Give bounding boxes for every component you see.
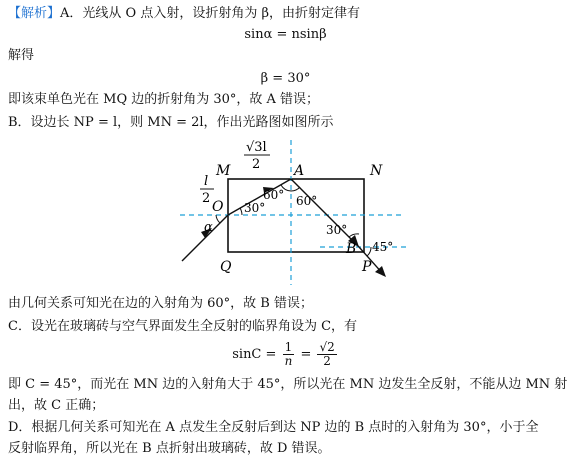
label-A: A bbox=[294, 163, 305, 179]
angle-alpha: α bbox=[204, 220, 213, 235]
angle-45-B: 45° bbox=[372, 240, 394, 254]
line-6: B．设边长 NP = l，则 MN = 2l，作出光路图如图所示 bbox=[8, 115, 334, 130]
line-5: 即该束单色光在 MQ 边的折射角为 30°，故 A 错误； bbox=[8, 92, 320, 107]
eq3-fraction-2 bbox=[317, 341, 336, 368]
line-11: 出，故 C 正确； bbox=[8, 398, 105, 413]
eq3-num-1: 1 bbox=[283, 341, 295, 355]
line-3: 解得 bbox=[8, 48, 35, 63]
line-10: 即 C = 45°，而光在 MN 边的入射角大于 45°，所以光在 MN 边发生全反射，不能从边 MN 射 bbox=[8, 377, 568, 392]
left-length-numerator: l bbox=[204, 174, 209, 189]
label-Q: Q bbox=[220, 259, 232, 275]
line-1 bbox=[8, 6, 360, 22]
label-P: P bbox=[362, 259, 372, 275]
top-length-numerator: √3l bbox=[246, 140, 267, 155]
analysis-tag: 【解析】 bbox=[8, 6, 61, 21]
eq3-fraction-1 bbox=[283, 341, 295, 368]
light-path-diagram bbox=[160, 135, 420, 285]
eq3-left: sinC = bbox=[232, 347, 277, 362]
line-13: 反射临界角，所以光在 B 点折射出玻璃砖，故 D 错误。 bbox=[8, 441, 331, 456]
reflected-ray bbox=[291, 179, 359, 247]
arc-alpha bbox=[216, 215, 220, 223]
line-1-text: A．光线从 O 点入射，设折射角为 β，由折射定律有 bbox=[60, 6, 360, 21]
line-8: C．设光在玻璃砖与空气界面发生全反射的临界角设为 C，有 bbox=[8, 319, 358, 334]
eq3-num-2: √2 bbox=[319, 340, 335, 354]
line-7: 由几何关系可知光在边的入射角为 60°，故 B 错误； bbox=[8, 296, 313, 311]
label-N: N bbox=[370, 163, 383, 179]
arc-45-B bbox=[367, 247, 371, 256]
top-length-denominator: 2 bbox=[252, 157, 261, 172]
angle-30-B: 30° bbox=[326, 223, 348, 237]
label-B: B bbox=[346, 241, 357, 257]
equation-3 bbox=[0, 340, 571, 370]
left-length-denominator: 2 bbox=[202, 191, 211, 206]
eq3-den-1: n bbox=[284, 354, 293, 368]
equation-1: sinα = nsinβ bbox=[244, 27, 327, 42]
eq3-den-2: 2 bbox=[323, 354, 331, 368]
label-O: O bbox=[212, 199, 224, 215]
angle-60-left: 60° bbox=[263, 188, 285, 202]
equation-2: β = 30° bbox=[260, 71, 311, 86]
line-12: D．根据几何关系可知光在 A 点发生全反射后到达 NP 边的 B 点时的入射角为 30°，小于全 bbox=[8, 420, 539, 435]
angle-60-right: 60° bbox=[296, 194, 318, 208]
arc-30-O bbox=[240, 208, 242, 215]
label-M: M bbox=[216, 163, 231, 179]
angle-30-O: 30° bbox=[244, 201, 266, 215]
eq3-mid: = bbox=[300, 347, 312, 362]
